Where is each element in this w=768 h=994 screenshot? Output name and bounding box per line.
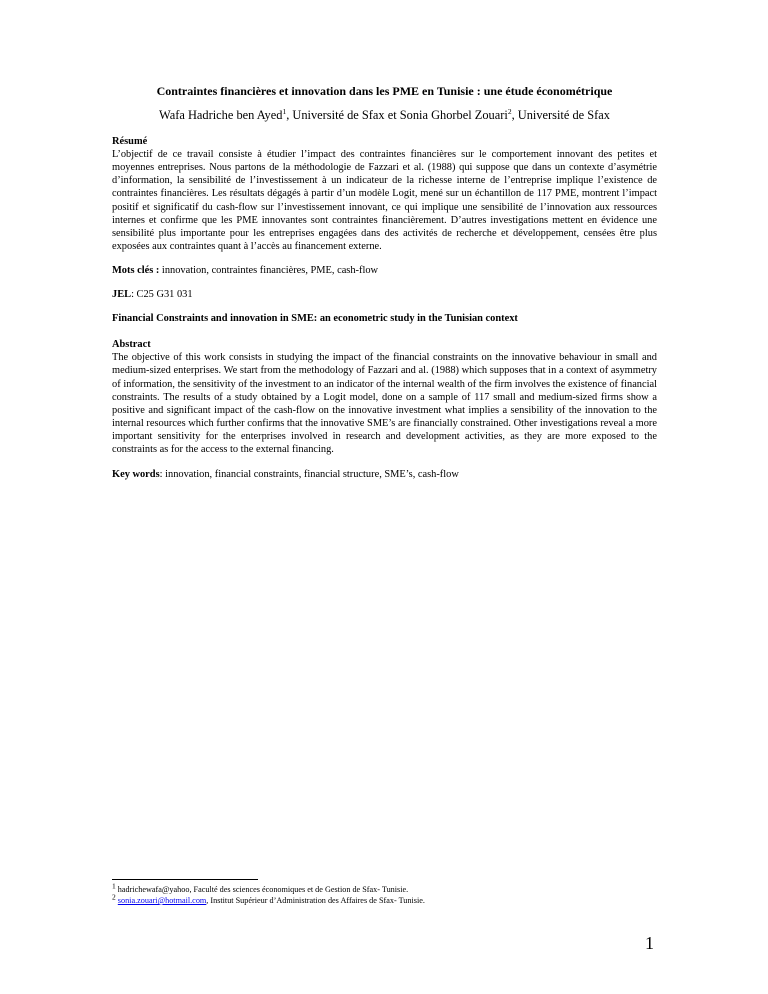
mots-cles	[112, 264, 657, 277]
key-words	[112, 468, 657, 481]
footnote-rule	[112, 879, 258, 880]
english-title: Financial Constraints and innovation in SME: an econometric study in the Tunisian context	[112, 313, 518, 325]
footnote-ref-1[interactable]: 1	[282, 106, 287, 116]
jel-label: JEL	[112, 289, 132, 301]
resume-text: L’objectif de ce travail consiste à étudier l’impact des contraintes financières sur le comportement innovant des petites et moyennes entreprises. Nous partons de la méthodologie de Fazzari et al. (1988) qui suppose que dans un contexte d’asymétrie d’information, la sensibilité de l’investissement à un indicateur de la richesse interne de l’entreprise implique l’existence de contraintes financières. Les résultats dégagés à partir d’un modèle Logit, mené sur un échantillon de 117 PME, montrent l’impact positif et significatif du cash-flow sur l’investissement innovant, ce qui implique une sensibilité de l’innovation aux ressources internes et confirme que les PME innovantes sont contraintes financièrement. D’autres investigations mettent en évidence une sensibilité plus importante pour les entreprises engagées dans des activités de recherche et développement, censées être plus exposées aux contraintes quant à l’accès au financement externe.	[112, 149, 657, 253]
footnote-2	[112, 892, 657, 906]
author-1-name: Wafa Hadriche ben Ayed	[159, 108, 283, 122]
paper-title: Contraintes financières et innovation dans les PME en Tunisie : une étude économétrique	[156, 84, 613, 98]
author-2-affiliation: , Université de Sfax	[511, 108, 610, 122]
footnote-ref-2[interactable]: 2	[507, 106, 512, 116]
footnote-1-mark: 1	[112, 881, 116, 891]
mots-cles-label: Mots clés :	[112, 265, 160, 277]
abstract-heading: Abstract	[112, 339, 151, 351]
mots-cles-text: innovation, contraintes financières, PME, cash-flow	[159, 265, 379, 277]
paper-body	[112, 84, 657, 481]
footnote-1-text: hadrichewafa@yahoo, Faculté des sciences économiques et de Gestion de Sfax- Tunisie.	[115, 885, 409, 894]
author-1-affiliation: , Université de Sfax et Sonia Ghorbel Zouari	[286, 108, 508, 122]
resume-heading: Résumé	[112, 136, 148, 147]
footnote-2-email-link[interactable]: sonia.zouari@hotmail.com	[117, 896, 207, 905]
author-line	[112, 108, 657, 123]
jel-codes	[112, 288, 657, 301]
abstract-text: The objective of this work consists in studying the impact of the financial constraints on the innovative behaviour in small and medium-sized enterprises. We start from the methodology of Fazzari and al. (1988) which supposes that in a context of asymmetry of information, the sensitivity of the investment to an indicator of the internal wealth of the firm involves the existence of financial constraints. The results of a study obtained by a Logit model, done on a sample of 117 small and medium-sized firms show a positive and significant impact of the cash-flow on the innovative investment what implies a sensibility of the innovation to the internal resources which further confirms that the innovative SME’s are financially constrained. Other investigations reveal a more important sensitivity for the enterprises involved in research and development activities, as they are more exposed to the constraints as for the access to the external financing.	[112, 352, 657, 456]
footnote-2-mark: 2	[112, 892, 116, 902]
footnote-1	[112, 881, 657, 895]
footnote-2-text: , Institut Supérieur d’Administration des Affaires de Sfax- Tunisie.	[206, 896, 425, 905]
page-number: 1	[645, 933, 654, 953]
footnotes	[112, 879, 657, 906]
jel-text: : C25 G31 031	[131, 289, 193, 301]
key-words-label: Key words	[112, 468, 160, 480]
key-words-text: : innovation, financial constraints, financial structure, SME’s, cash-flow	[159, 468, 459, 480]
